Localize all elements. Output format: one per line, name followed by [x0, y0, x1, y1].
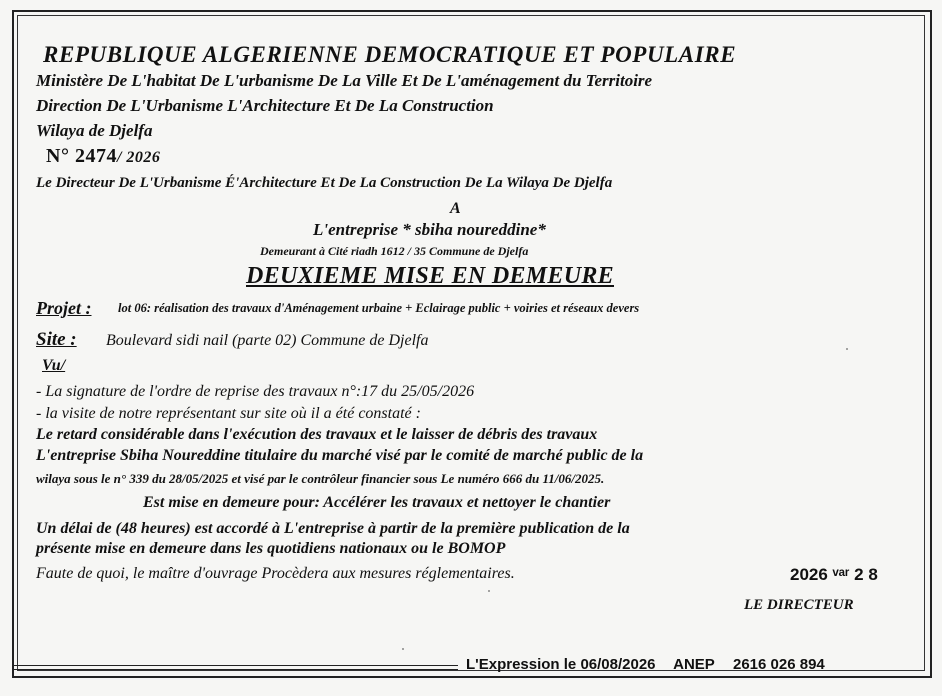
paragraph-line: wilaya sous le n° 339 du 28/05/2025 et visé par le contrôleur financier sous Le numéro 666 du 11/06/2025.	[36, 471, 605, 486]
paragraph-line: - La signature de l'ordre de reprise des travaux n°:17 du 25/05/2026	[36, 383, 475, 400]
reference-number	[46, 146, 160, 166]
number-year: / 2026	[116, 149, 161, 166]
publication-footer	[466, 656, 839, 673]
notice-title: DEUXIEME MISE EN DEMEURE	[246, 263, 614, 289]
republic-heading: REPUBLIQUE ALGERIENNE DEMOCRATIQUE ET POPULAIRE	[43, 42, 737, 67]
wilaya-line: Wilaya de Djelfa	[36, 121, 153, 140]
site-text: Boulevard sidi nail (parte 02) Commune de Djelfa	[106, 332, 429, 349]
paragraph-line: présente mise en demeure dans les quotidiens nationaux ou le BOMOP	[36, 540, 506, 557]
projet-label: Projet :	[36, 298, 92, 318]
paragraph-line: Faute de quoi, le maître d'ouvrage Procèdera aux mesures réglementaires.	[36, 565, 515, 582]
paragraph-line: - la visite de notre représentant sur site où il a été constaté :	[36, 405, 421, 422]
publication-info: L'Expression le 06/08/2026	[466, 656, 656, 673]
scan-speck	[402, 648, 404, 650]
date-stamp: 2026 ᵛᵃʳ 2 8	[790, 565, 878, 584]
publication-reference: 2616 026 894	[733, 656, 825, 673]
paragraph-line: Un délai de (48 heures) est accordé à L'entreprise à partir de la première publication de la	[36, 520, 630, 537]
site-label: Site :	[36, 329, 77, 350]
entreprise-name: L'entreprise * sbiha noureddine*	[313, 220, 546, 239]
ministry-line: Ministère De L'habitat De L'urbanisme De La Ville Et De L'aménagement du Territoire	[36, 71, 653, 90]
scan-speck	[846, 348, 848, 350]
addressee-a: A	[450, 200, 461, 217]
signer: LE DIRECTEUR	[744, 597, 854, 613]
footer-divider	[12, 665, 458, 670]
address-line: Demeurant à Cité riadh 1612 / 35 Commune de Djelfa	[260, 244, 529, 258]
agency-name: ANEP	[673, 656, 715, 673]
projet-text: lot 06: réalisation des travaux d'Aménagement urbaine + Eclairage public + voiries et réseaux devers	[118, 301, 640, 315]
paragraph-line: Est mise en demeure pour: Accélérer les travaux et nettoyer le chantier	[143, 494, 611, 511]
scan-speck	[488, 590, 490, 592]
vu-label: Vu/	[42, 357, 66, 374]
number-value: N° 2474	[46, 145, 117, 167]
paragraph-line: Le retard considérable dans l'exécution des travaux et le laisser de débris des travaux	[36, 426, 598, 443]
director-line: Le Directeur De L'Urbanisme É'Architecture Et De La Construction De La Wilaya De Djelfa	[36, 175, 613, 191]
paragraph-line: L'entreprise Sbiha Noureddine titulaire du marché visé par le comité de marché public de la	[36, 447, 644, 464]
direction-line: Direction De L'Urbanisme L'Architecture Et De La Construction	[36, 96, 494, 115]
